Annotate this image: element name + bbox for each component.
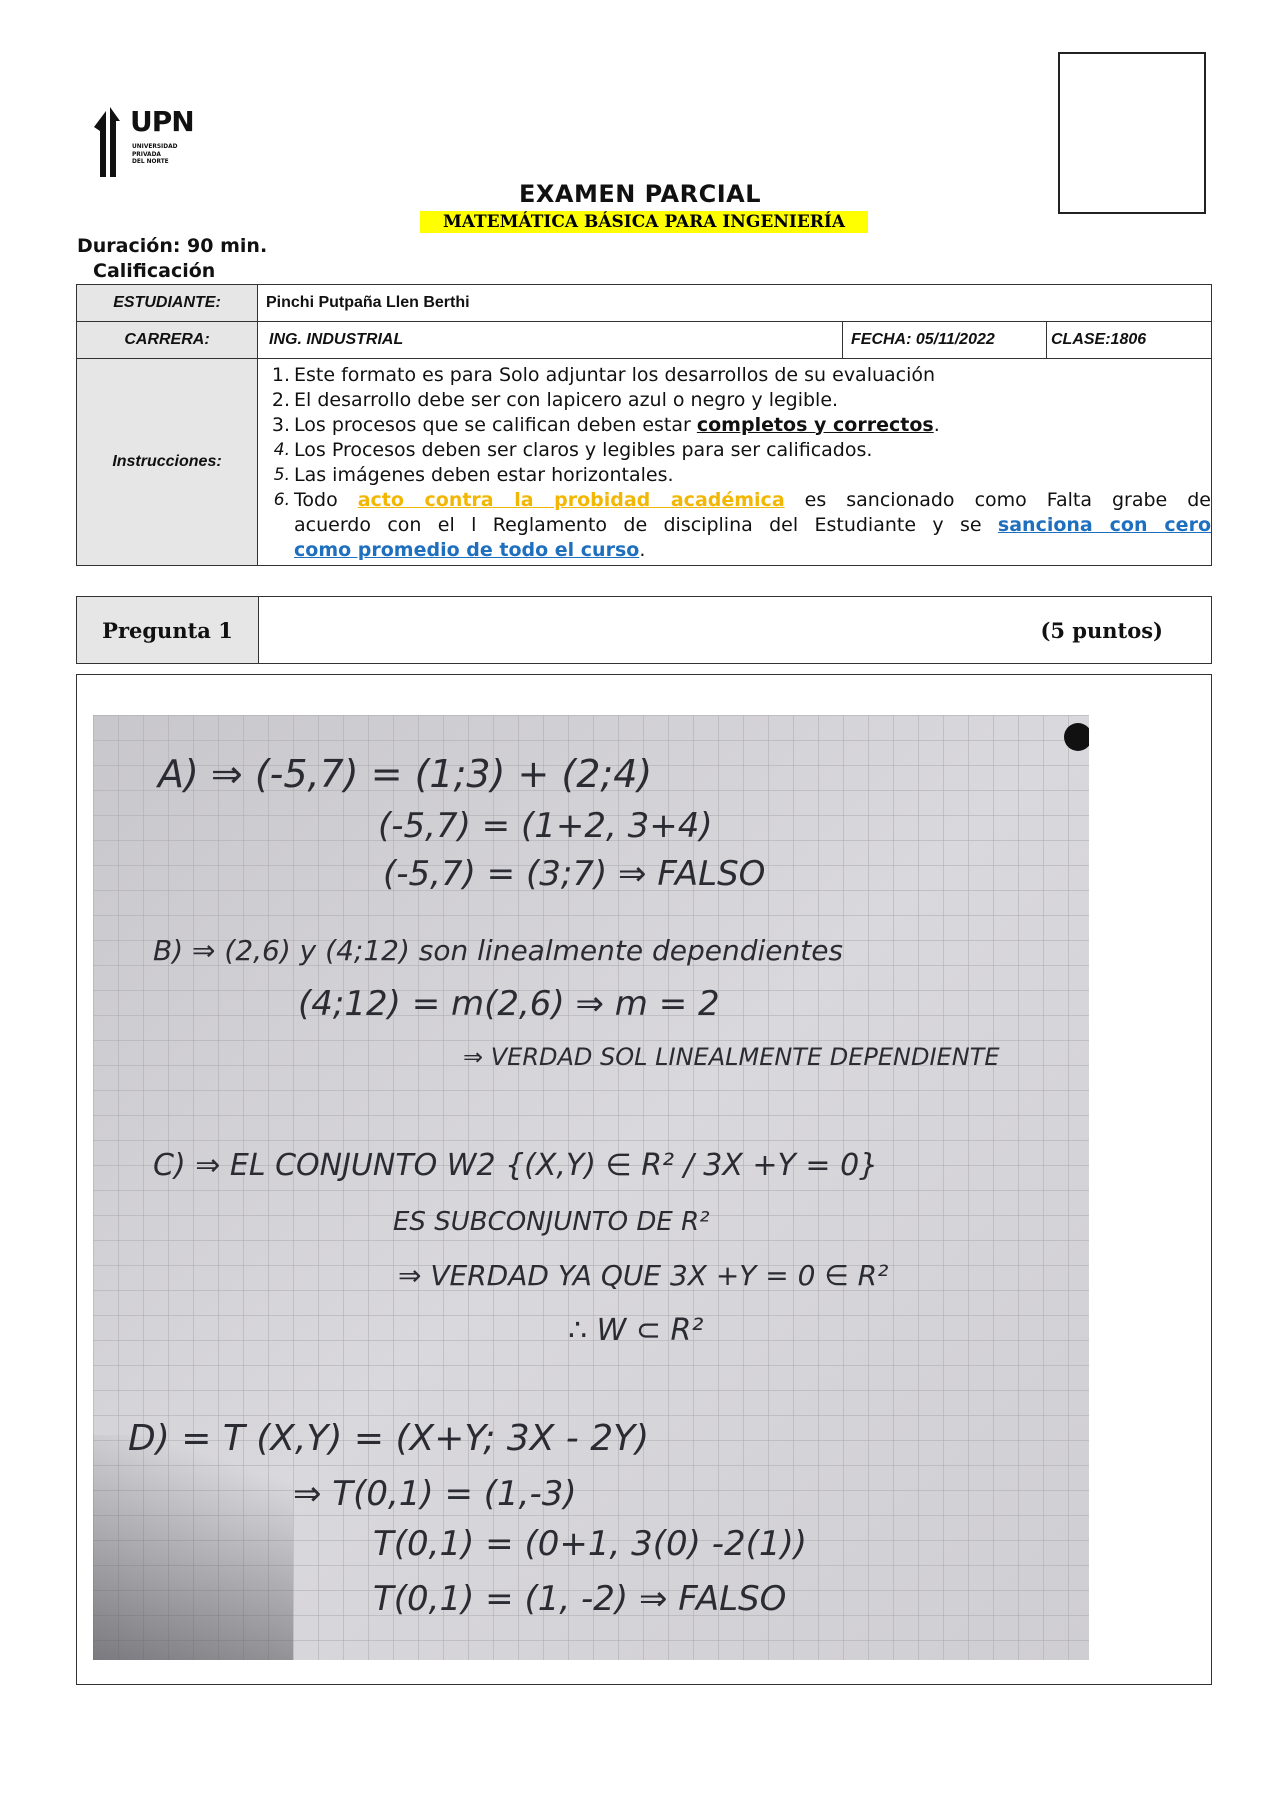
sanction-link-cont[interactable]: como promedio de todo el curso — [294, 538, 640, 561]
student-info-table — [76, 284, 1212, 566]
career-value: ING. INDUSTRIAL — [258, 322, 843, 359]
hw-a-line2: (-5,7) = (1+2, 3+4) — [378, 806, 713, 846]
instruction-item: 3. Los procesos que se califican deben estar completos y correctos. — [271, 413, 940, 436]
hw-a-line3: (-5,7) = (3;7) ⇒ FALSO — [383, 854, 766, 894]
instruction-item: 4. Los Procesos deben ser claros y legibles para ser calificados. — [273, 438, 873, 461]
upn-logo — [90, 105, 200, 177]
instructions-label: Instrucciones: — [77, 359, 258, 566]
instructions-list — [264, 361, 1211, 564]
hw-a-line1: A) ⇒ (-5,7) = (1;3) + (2;4) — [158, 752, 653, 796]
logo-wordmark: UPN — [130, 105, 194, 138]
instruction-item: 2. El desarrollo debe ser con lapicero azul o negro y legible. — [271, 388, 839, 411]
question-header — [76, 596, 1212, 664]
probity-link[interactable]: acto contra la probidad académica — [357, 488, 785, 511]
hw-b-line3: ⇒ VERDAD SOL LINEALMENTE DEPENDIENTE — [463, 1043, 1000, 1071]
hw-d-line2: ⇒ T(0,1) = (1,-3) — [293, 1474, 577, 1514]
instruction-item: 6. Todo acto contra la probidad académica es sancionado como Falta grabe de acuerdo con el l Reglamento de disciplina del Estudiante y se sanciona con cero como promedio de todo el curso. — [273, 488, 1211, 561]
hw-c-line4: ∴ W ⊂ R² — [568, 1313, 704, 1348]
hw-c-line1: C) ⇒ EL CONJUNTO W2 {(X,Y) ∈ R² / 3X +Y = 0} — [153, 1148, 879, 1183]
hw-d-line3: T(0,1) = (0+1, 3(0) -2(1)) — [373, 1524, 808, 1564]
hw-c-line2: ES SUBCONJUNTO DE R² — [393, 1207, 710, 1237]
instruction-item: 5. Las imágenes deben estar horizontales. — [273, 463, 674, 486]
date-value: FECHA: 05/11/2022 — [843, 322, 1047, 359]
career-label: CARRERA: — [77, 322, 258, 359]
handwritten-answer-photo — [93, 715, 1089, 1660]
question-label: Pregunta 1 — [77, 597, 259, 663]
hw-c-line3: ⇒ VERDAD YA QUE 3X +Y = 0 ∈ R² — [398, 1259, 889, 1292]
torch-icon — [90, 105, 130, 177]
duration-label: Duración: 90 min. — [77, 235, 268, 257]
hw-b-line1: B) ⇒ (2,6) y (4;12) son linealmente dependientes — [153, 934, 844, 967]
logo-subtitle: UNIVERSIDAD PRIVADA DEL NORTE — [132, 142, 178, 165]
student-label: ESTUDIANTE: — [77, 285, 258, 322]
question-points: (5 puntos) — [1040, 617, 1163, 643]
exam-title: EXAMEN PARCIAL — [518, 180, 762, 208]
student-value: Pinchi Putpaña Llen Berthi — [258, 285, 1212, 322]
hw-d-line1: D) = T (X,Y) = (X+Y; 3X - 2Y) — [128, 1418, 650, 1459]
emphasis-text: completos y correctos — [696, 413, 934, 436]
hw-b-line2: (4;12) = m(2,6) ⇒ m = 2 — [298, 984, 720, 1024]
grade-label: Calificación — [93, 260, 216, 282]
hw-d-line4: T(0,1) = (1, -2) ⇒ FALSO — [373, 1579, 787, 1619]
class-value: CLASE:1806 — [1047, 322, 1212, 359]
sanction-link[interactable]: sanciona con cero — [997, 513, 1211, 536]
course-title: MATEMÁTICA BÁSICA PARA INGENIERÍA — [420, 211, 868, 233]
instructions-cell — [258, 359, 1212, 566]
instruction-item: 1. Este formato es para Solo adjuntar los desarrollos de su evaluación — [271, 363, 936, 386]
